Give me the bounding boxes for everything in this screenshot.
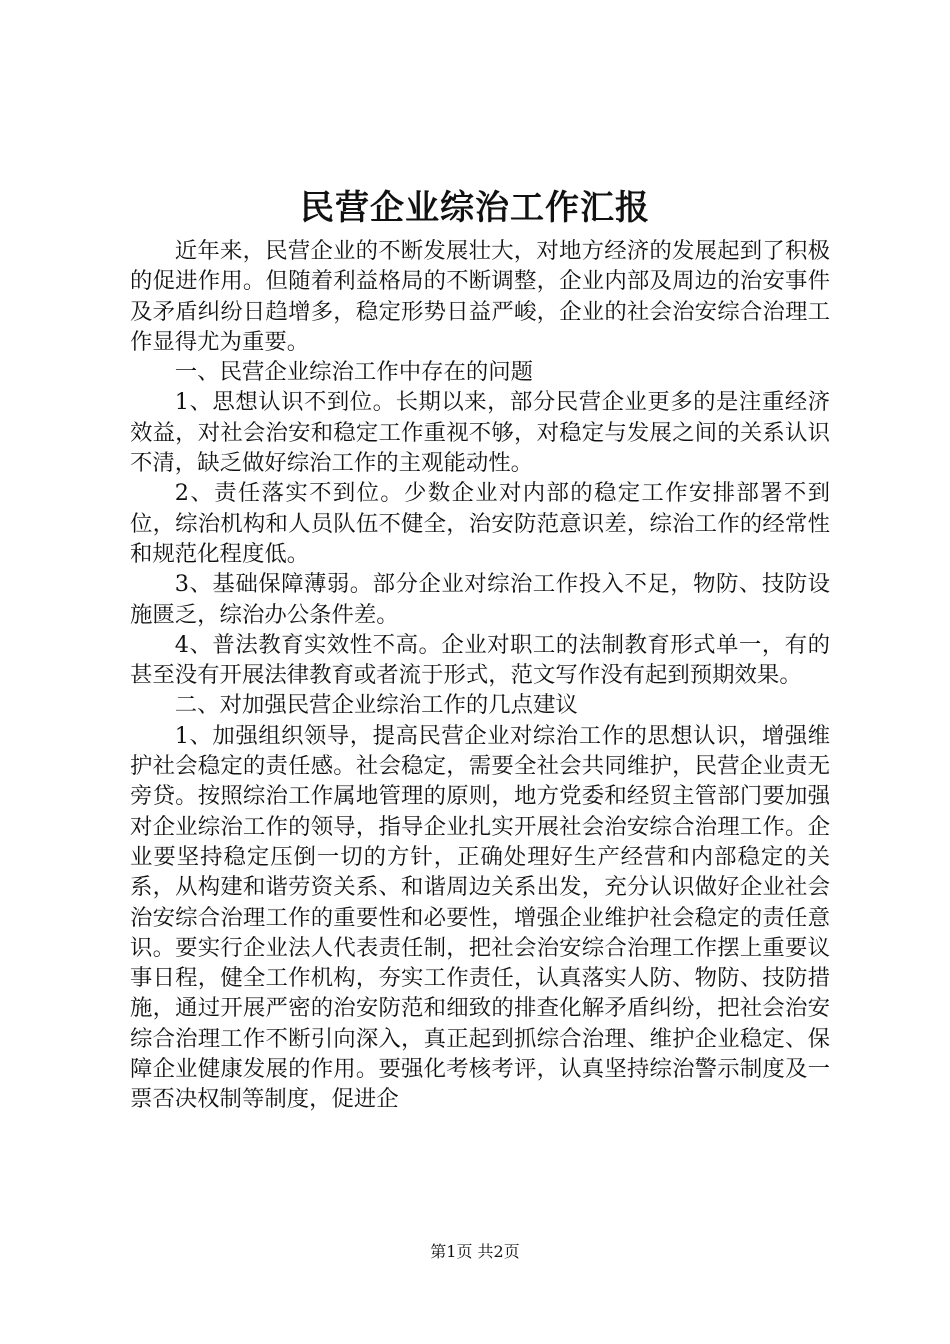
- document-title: 民营企业综治工作汇报: [300, 188, 650, 228]
- problem-item-3: 3、基础保障薄弱。部分企业对综治工作投入不足，物防、技防设施匮乏，综治办公条件差。: [130, 571, 830, 628]
- problem-item-2: 2、责任落实不到位。少数企业对内部的稳定工作安排部署不到位，综治机构和人员队伍不健全，治安防范意识差，综治工作的经常性和规范化程度低。: [130, 480, 830, 567]
- suggestion-item-1: 1、加强组织领导，提高民营企业对综治工作的思想认识，增强维护社会稳定的责任感。社会稳定，需要全社会共同维护，民营企业责无旁贷。按照综治工作属地管理的原则，地方党委和经贸主管部门要加强对企业综治工作的领导，指导企业扎实开展社会治安综合治理工作。企业要坚持稳定压倒一切的方针，正确处理好生产经营和内部稳定的关系，从构建和谐劳资关系、和谐周边关系出发，充分认识做好企业社会治安综合治理工作的重要性和必要性，增强企业维护社会稳定的责任意识。要实行企业法人代表责任制，把社会治安综合治理工作摆上重要议事日程，健全工作机构，夯实工作责任，认真落实人防、物防、技防措施，通过开展严密的治安防范和细致的排查化解矛盾纠纷，把社会治安综合治理工作不断引向深入，真正起到抓综合治理、维护企业稳定、保障企业健康发展的作用。要强化考核考评，认真坚持综治警示制度及一票否决权制等制度，促进企: [130, 722, 830, 1113]
- section-heading-suggestions: 二、对加强民营企业综治工作的几点建议: [174, 692, 578, 719]
- document-body: [130, 236, 830, 1115]
- intro-paragraph: 近年来，民营企业的不断发展壮大，对地方经济的发展起到了积极的促进作用。但随着利益格局的不断调整，企业内部及周边的治安事件及矛盾纠纷日趋增多，稳定形势日益严峻，企业的社会治安综合治理工作显得尤为重要。: [130, 238, 830, 355]
- page-number: 第1页 共2页: [430, 1242, 520, 1261]
- section-heading-problems: 一、民营企业综治工作中存在的问题: [174, 359, 534, 386]
- problem-item-4: 4、普法教育实效性不高。企业对职工的法制教育形式单一，有的甚至没有开展法律教育或者流于形式，范文写作没有起到预期效果。: [130, 631, 830, 689]
- problem-item-1: 1、思想认识不到位。长期以来，部分民营企业更多的是注重经济效益，对社会治安和稳定工作重视不够，对稳定与发展之间的关系认识不清，缺乏做好综治工作的主观能动性。: [130, 389, 830, 477]
